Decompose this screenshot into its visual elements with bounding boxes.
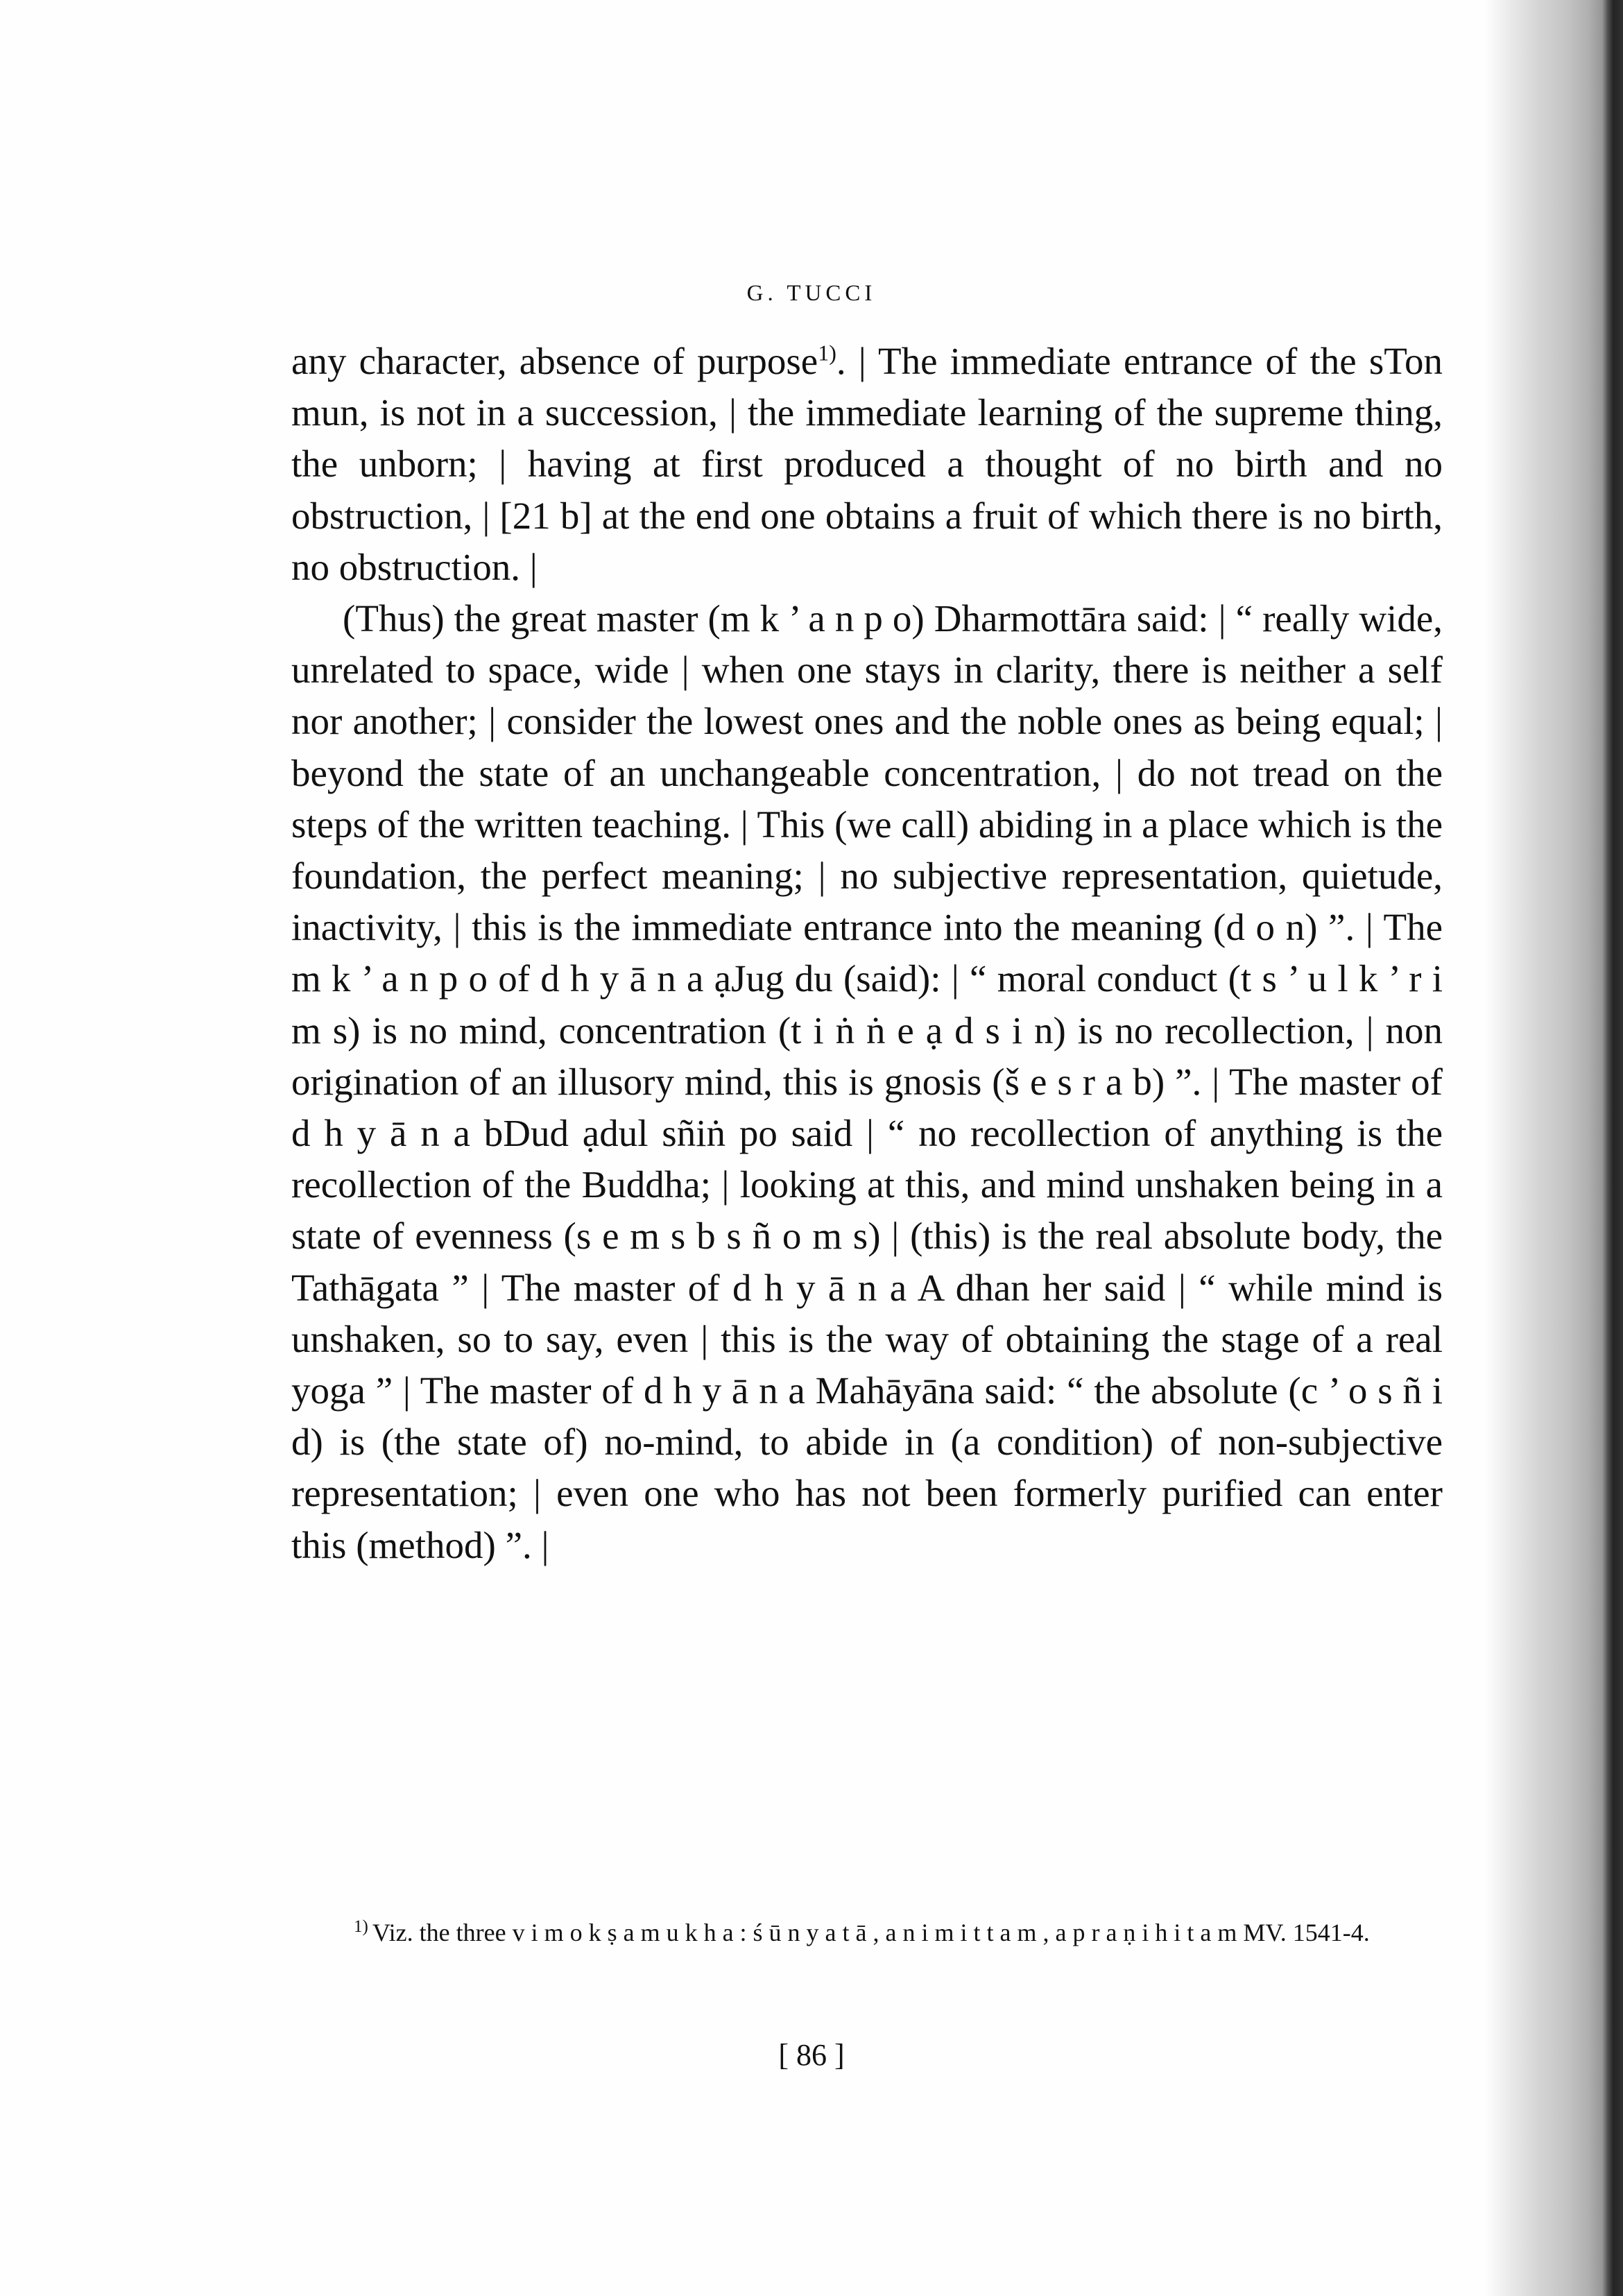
page-number: [ 86 ] <box>778 2038 845 2072</box>
footnotes <box>291 1914 1443 1951</box>
paragraph-1-text-end: . | The immediate entrance of the sTon mun, is not in a succession, | the immediate learning of the supreme thing, the unborn; | having at first produced a thought of no birth and no obstruction, | [21 b] at the end one obtains a fruit of which there is no birth, no obstruction. | <box>291 340 1443 588</box>
main-text <box>291 336 1443 1571</box>
footnote-marker: 1) <box>354 1917 368 1936</box>
paragraph-1 <box>291 336 1443 593</box>
paragraph-2: (Thus) the great master (m k ’ a n p o) Dharmottāra said: | “ really wide, unrelated to space, wide | when one stays in clarity, there is neither a self nor another; | consider the lowest ones and the noble ones as being equal; | beyond the state of an unchangeable concentration, | do not tread on the steps of the written teaching. | This (we call) abiding in a place which is the foundation, the perfect meaning; | no subjective representation, quietude, inactivity, | this is the immediate entrance into the meaning (d o n) ”. | The m k ’ a n p o of d h y ā n a ạJug du (said): | “ moral conduct (t s ’ u l k ’ r i m s) is no mind, concentration (t i ṅ ṅ e ạ d s i n) is no recollection, | non origination of an illusory mind, this is gnosis (š e s r a b) ”. | The master of d h y ā n a bDud ạdul sñiṅ po said | “ no recollection of anything is the recollection of the Buddha; | looking at this, and mind unshaken being in a state of evenness (s e m s b s ñ o m s) | (this) is the real absolute body, the Tathāgata ” | The master of d h y ā n a A dhan her said | “ while mind is unshaken, so to say, even | this is the way of obtaining the stage of a real yoga ” | The master of d h y ā n a Mahāyāna said: “ the absolute (c ’ o s ñ i d) is (the state of) no-mind, to abide in (a condition) of non-subjective representation; | even one who has not been formerly purified can enter this (method) ”. | <box>291 597 1443 1566</box>
footnote-reference: 1) <box>818 340 836 366</box>
footnote-1-body <box>291 1914 1443 1951</box>
running-head: G. TUCCI <box>746 281 877 306</box>
footnote-1-text: Viz. the three v i m o k ṣ a m u k h a : ś ū n y a t ā , a n i m i t t a m , a p r a ṇ i h i t a m MV. 1541-4. <box>372 1919 1370 1946</box>
footnote-1 <box>291 1914 1443 1951</box>
paragraph-1-text-start: any character, absence of purpose <box>291 340 818 382</box>
scan-edge-shadow <box>1484 0 1623 2296</box>
